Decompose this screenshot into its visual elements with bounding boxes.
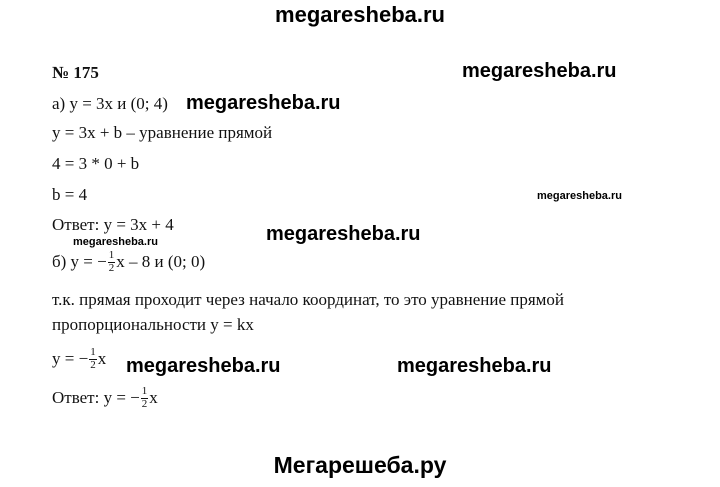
part-a-line2: 4 = 3 * 0 + b bbox=[52, 154, 140, 173]
part-a-header: а) y = 3x и (0; 4) bbox=[52, 94, 168, 113]
part-b-text1: т.к. прямая проходит через начало координат, то это уравнение прямой bbox=[52, 290, 565, 309]
fraction-denominator: 2 bbox=[108, 261, 115, 274]
part-a-answer: Ответ: y = 3x + 4 bbox=[52, 215, 174, 234]
part-b-text2: пропорциональности y = kx bbox=[52, 315, 254, 334]
fraction-numerator: 1 bbox=[141, 385, 148, 397]
part-b-y-line bbox=[52, 348, 106, 372]
part-a-line1: y = 3x + b – уравнение прямой bbox=[52, 123, 273, 142]
watermark-after-y-2: megaresheba.ru bbox=[397, 355, 552, 377]
part-b-answer bbox=[52, 387, 158, 411]
fraction-half bbox=[108, 250, 116, 274]
part-b-header bbox=[52, 251, 205, 275]
watermark-small-left: megaresheba.ru bbox=[73, 236, 158, 248]
fraction-half bbox=[89, 347, 97, 371]
fraction-numerator: 1 bbox=[108, 249, 115, 261]
fraction-half bbox=[141, 386, 149, 410]
watermark-bottom: Мегарешеба.ру bbox=[273, 452, 447, 478]
watermark-after-a: megaresheba.ru bbox=[186, 92, 341, 114]
watermark-middle: megaresheba.ru bbox=[266, 223, 421, 245]
fraction-denominator: 2 bbox=[141, 397, 148, 410]
part-b-prefix: б) y = − bbox=[52, 251, 107, 271]
y-prefix: y = − bbox=[52, 348, 89, 368]
watermark-right: megaresheba.ru bbox=[462, 60, 617, 82]
part-a-line3: b = 4 bbox=[52, 185, 88, 204]
answer-prefix: Ответ: y = − bbox=[52, 387, 140, 407]
watermark-top: megaresheba.ru bbox=[275, 2, 445, 27]
watermark-after-y-1: megaresheba.ru bbox=[126, 355, 281, 377]
answer-suffix: x bbox=[149, 387, 158, 407]
watermark-small-right: megaresheba.ru bbox=[537, 190, 622, 202]
fraction-denominator: 2 bbox=[90, 358, 96, 371]
y-suffix: x bbox=[97, 348, 107, 368]
problem-number: № 175 bbox=[52, 63, 99, 82]
fraction-numerator: 1 bbox=[90, 346, 96, 358]
part-b-suffix: x – 8 и (0; 0) bbox=[116, 251, 206, 271]
